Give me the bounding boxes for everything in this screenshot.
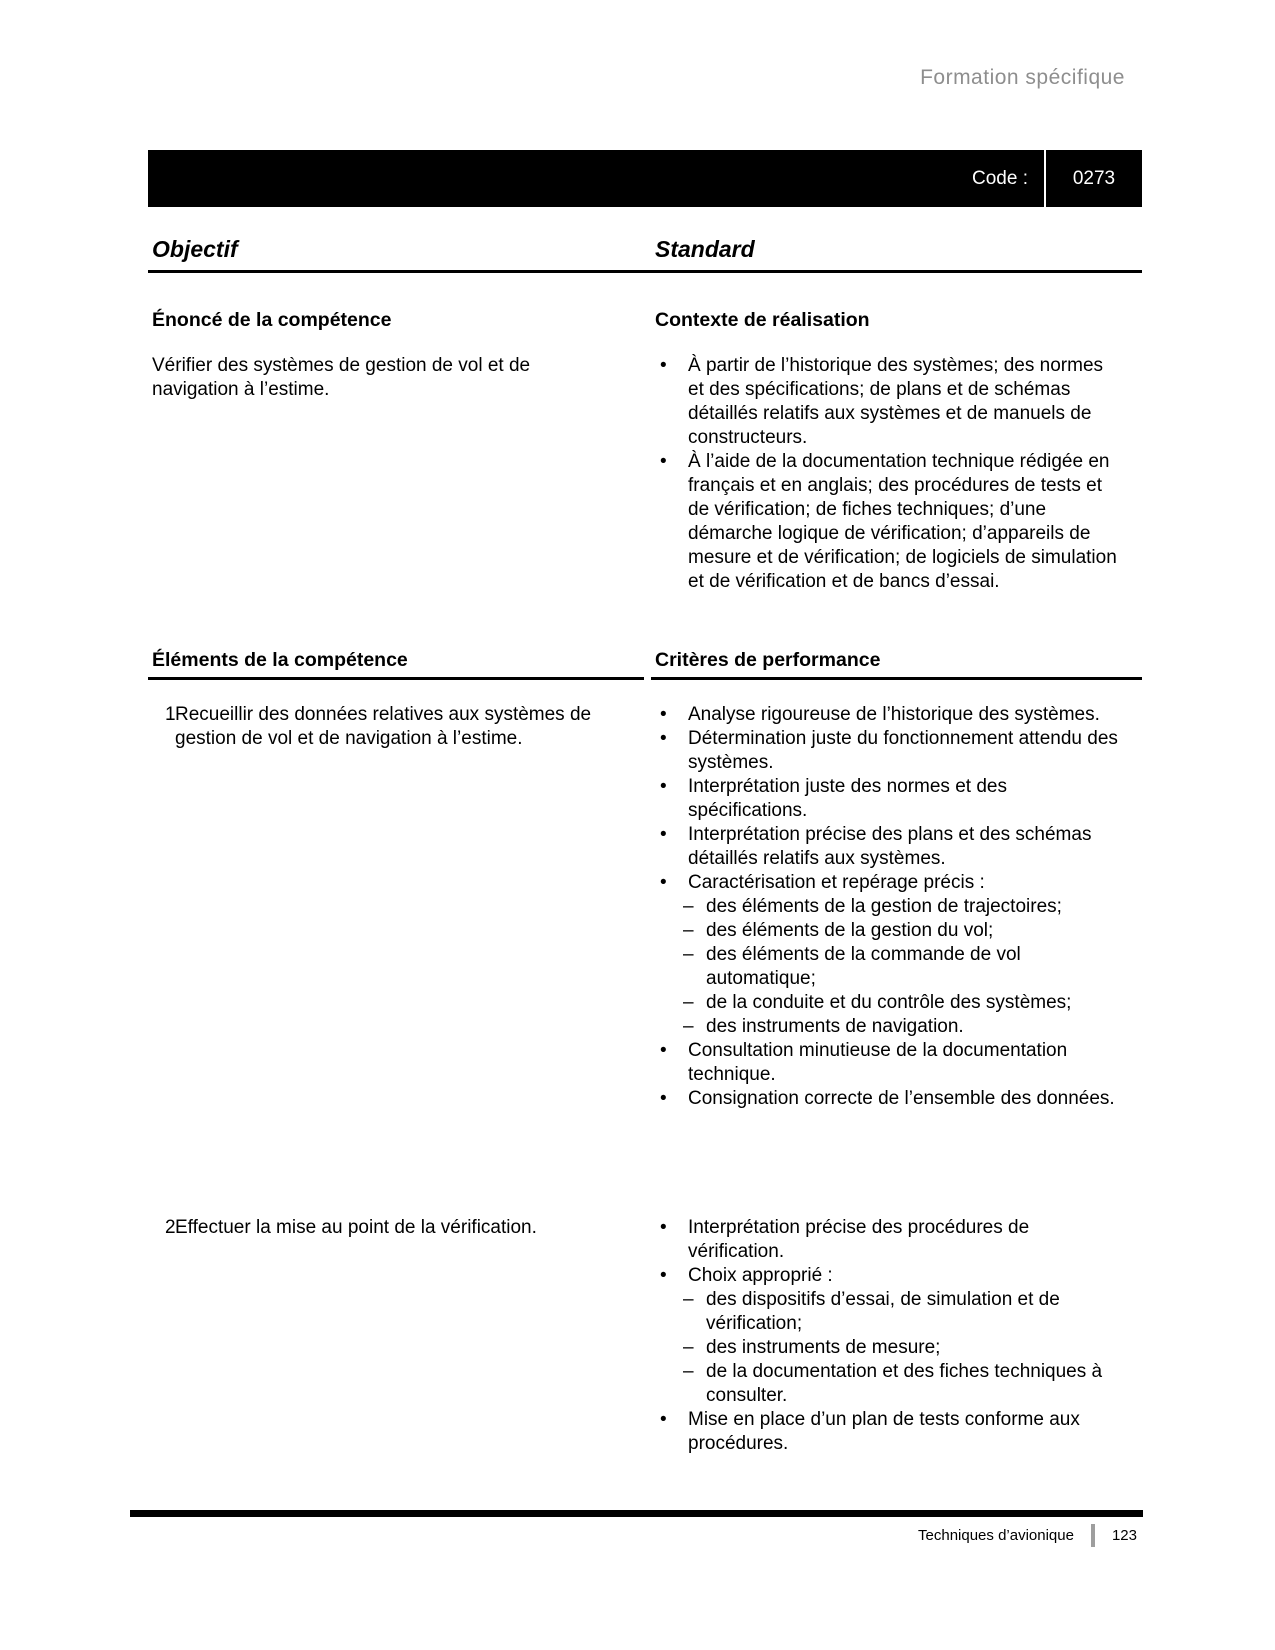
sub-item (683, 895, 1142, 919)
dash-marker: – (683, 1289, 694, 1310)
bullet-text: Choix approprié : (688, 1265, 833, 1286)
sub-item (683, 1015, 1142, 1039)
contexte-bullet-list (651, 354, 1142, 594)
criteres-title: Critères de performance (655, 649, 881, 671)
dash-marker: – (683, 1361, 694, 1382)
bullet-item (651, 871, 1142, 895)
bullet-item (651, 775, 1142, 823)
bullet-text: Interprétation juste des normes et des spécifications. (688, 776, 1007, 821)
elements-criteres-headings (148, 648, 1142, 680)
bullet-marker: • (660, 776, 667, 797)
code-value: 0273 (1072, 167, 1116, 189)
criteres-bullet-list-2 (651, 1216, 1142, 1456)
sub-text: des instruments de navigation. (706, 1016, 964, 1037)
bullet-item (651, 703, 1142, 727)
bullet-text: Caractérisation et repérage précis : (688, 872, 985, 893)
bullet-text: À partir de l’historique des systèmes; des normes et des spécifications; de plans et de schémas détaillés relatifs aux systèmes et de manuels de constructeurs. (688, 355, 1104, 448)
sub-text: de la conduite et du contrôle des systèmes; (706, 992, 1072, 1013)
sub-item (683, 943, 1142, 991)
bullet-text: Interprétation précise des plans et des schémas détaillés relatifs aux systèmes. (688, 824, 1092, 869)
sub-item (683, 1336, 1142, 1360)
bullet-text: Détermination juste du fonctionnement attendu des systèmes. (688, 728, 1118, 773)
bullet-text: Consultation minutieuse de la documentation technique. (688, 1040, 1068, 1085)
dash-marker: – (683, 1337, 694, 1358)
bullet-marker: • (660, 1265, 667, 1286)
bullet-item (651, 354, 1142, 450)
sub-text: des instruments de mesure; (706, 1337, 941, 1358)
dash-marker: – (683, 944, 694, 965)
bullet-item (651, 727, 1142, 775)
sub-text: des dispositifs d’essai, de simulation et de vérification; (706, 1289, 1060, 1334)
standard-heading: Standard (655, 236, 755, 262)
sub-text: des éléments de la commande de vol automatique; (706, 944, 1021, 989)
code-label: Code : (972, 167, 1028, 189)
sub-text: de la documentation et des fiches techniques à consulter. (706, 1361, 1103, 1406)
bullet-item (651, 450, 1142, 594)
enonce-title: Énoncé de la compétence (152, 309, 392, 331)
bullet-marker: • (660, 728, 667, 749)
element-text: Effectuer la mise au point de la vérification. (175, 1217, 537, 1238)
footer (918, 1524, 1137, 1547)
column-headings (148, 236, 1142, 273)
footer-page-number: 123 (1111, 1527, 1137, 1544)
bullet-marker: • (660, 451, 667, 472)
elements-title: Éléments de la compétence (152, 649, 408, 671)
bullet-marker: • (660, 1409, 667, 1430)
bullet-text: À l’aide de la documentation technique rédigée en français et en anglais; des procédures de tests et de vérification; de fiches techniques; d’une démarche logique de vérification; d’appareils de mesure et de vérification; de logiciels de simulation et de vérification et de bancs d’essai. (688, 451, 1117, 592)
element-number: 1 (165, 704, 176, 725)
bullet-item (651, 823, 1142, 871)
element-row-1 (148, 703, 1142, 1111)
bullet-text: Consignation correcte de l’ensemble des données. (688, 1088, 1115, 1109)
bullet-item (651, 1264, 1142, 1288)
page-header-label: Formation spécifique (920, 66, 1125, 89)
bullet-item (651, 1087, 1142, 1111)
footer-divider (1091, 1524, 1095, 1547)
footer-rule (130, 1510, 1143, 1517)
element-text: Recueillir des données relatives aux systèmes de gestion de vol et de navigation à l’estime. (175, 704, 592, 749)
contexte-title: Contexte de réalisation (655, 309, 870, 331)
sub-text: des éléments de la gestion de trajectoires; (706, 896, 1062, 917)
enonce-cell (148, 308, 651, 594)
criteres-bullet-list-1 (651, 703, 1142, 1111)
dash-marker: – (683, 920, 694, 941)
sub-item (683, 991, 1142, 1015)
bullet-marker: • (660, 1040, 667, 1061)
sub-item (683, 919, 1142, 943)
bullet-marker: • (660, 824, 667, 845)
enonce-body: Vérifier des systèmes de gestion de vol et de navigation à l’estime. (152, 355, 531, 400)
element-item (148, 1216, 651, 1456)
dash-marker: – (683, 992, 694, 1013)
dash-marker: – (683, 896, 694, 917)
bullet-marker: • (660, 1217, 667, 1238)
competence-context-row (148, 308, 1142, 594)
bullet-item (651, 1408, 1142, 1456)
code-bar (148, 150, 1142, 207)
element-item (148, 703, 651, 1111)
bullet-text: Analyse rigoureuse de l’historique des systèmes. (688, 704, 1100, 725)
element-row-2 (148, 1216, 1142, 1456)
objectif-heading: Objectif (152, 236, 238, 262)
sub-item (683, 1288, 1142, 1336)
criteres-heading-cell (651, 648, 1142, 680)
bullet-marker: • (660, 1088, 667, 1109)
contexte-cell (651, 308, 1142, 594)
footer-program-label: Techniques d’avionique (918, 1527, 1074, 1544)
bullet-marker: • (660, 872, 667, 893)
bullet-marker: • (660, 355, 667, 376)
elements-heading-cell (148, 648, 644, 680)
bullet-item (651, 1039, 1142, 1087)
dash-marker: – (683, 1016, 694, 1037)
sub-text: des éléments de la gestion du vol; (706, 920, 994, 941)
bullet-item (651, 1216, 1142, 1264)
bullet-text: Interprétation précise des procédures de vérification. (688, 1217, 1030, 1262)
element-number: 2 (165, 1217, 176, 1238)
bullet-text: Mise en place d’un plan de tests conforme aux procédures. (688, 1409, 1080, 1454)
bullet-marker: • (660, 704, 667, 725)
sub-item (683, 1360, 1142, 1408)
